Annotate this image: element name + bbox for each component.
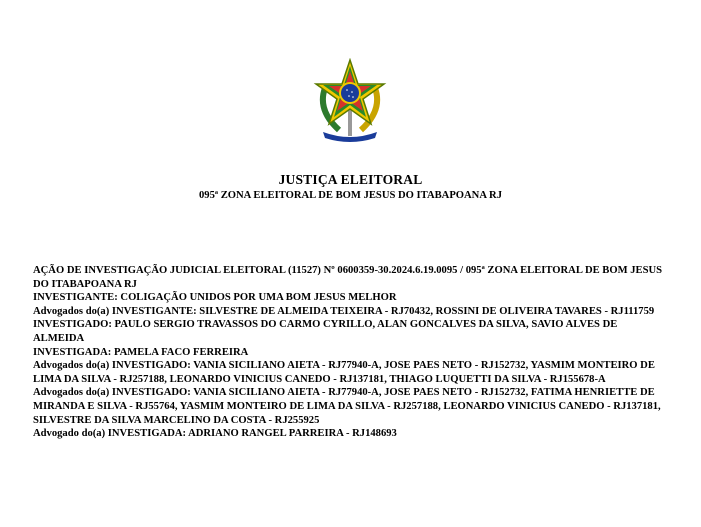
case-details: [33, 264, 665, 441]
defendants: INVESTIGADO: PAULO SERGIO TRAVASSOS DO CARMO CYRILLO, ALAN GONCALVES DA SILVA, SAVIO ALVES DE ALMEIDA: [33, 319, 618, 344]
page-subtitle: 095ª ZONA ELEITORAL DE BOM JESUS DO ITABAPOANA RJ: [199, 190, 502, 201]
plaintiff-lawyers: Advogados do(a) INVESTIGANTE: SILVESTRE DE ALMEIDA TEIXEIRA - RJ70432, ROSSINI DE OLIVEIRA TAVARES - RJ111759: [33, 305, 655, 317]
page-title: JUSTIÇA ELEITORAL: [278, 172, 423, 187]
brazil-coat-of-arms-icon: [311, 58, 389, 142]
defendant-lawyers-1: Advogados do(a) INVESTIGADO: VANIA SICILIANO AIETA - RJ77940-A, JOSE PAES NETO - RJ152732, YASMIM MONTEIRO DE LIMA DA SILVA - RJ257188, LEONARDO VINICIUS CANEDO - RJ137181, THIAGO LUQUETTI DA SILVA - RJ155678-A: [33, 360, 655, 385]
case-title: AÇÃO DE INVESTIGAÇÃO JUDICIAL ELEITORAL (11527) Nº 0600359-30.2024.6.19.0095 / 095ª ZONA ELEITORAL DE BOM JESUS DO ITABAPOANA RJ: [33, 265, 663, 290]
defendant-female: INVESTIGADA: PAMELA FACO FERREIRA: [33, 346, 249, 358]
defendant-female-lawyer: Advogado do(a) INVESTIGADA: ADRIANO RANGEL PARREIRA - RJ148693: [33, 428, 397, 440]
defendant-lawyers-2: Advogados do(a) INVESTIGADO: VANIA SICILIANO AIETA - RJ77940-A, JOSE PAES NETO - RJ152732, FATIMA HENRIETTE DE MIRANDA E SILVA - RJ55764, YASMIM MONTEIRO DE LIMA DA SILVA - RJ257188, LEONARDO VINICIUS CANEDO - RJ137181, SILVESTRE DA SILVA MARCELINO DA COSTA - RJ255925: [33, 387, 661, 426]
plaintiff: INVESTIGANTE: COLIGAÇÃO UNIDOS POR UMA BOM JESUS MELHOR: [33, 292, 397, 304]
